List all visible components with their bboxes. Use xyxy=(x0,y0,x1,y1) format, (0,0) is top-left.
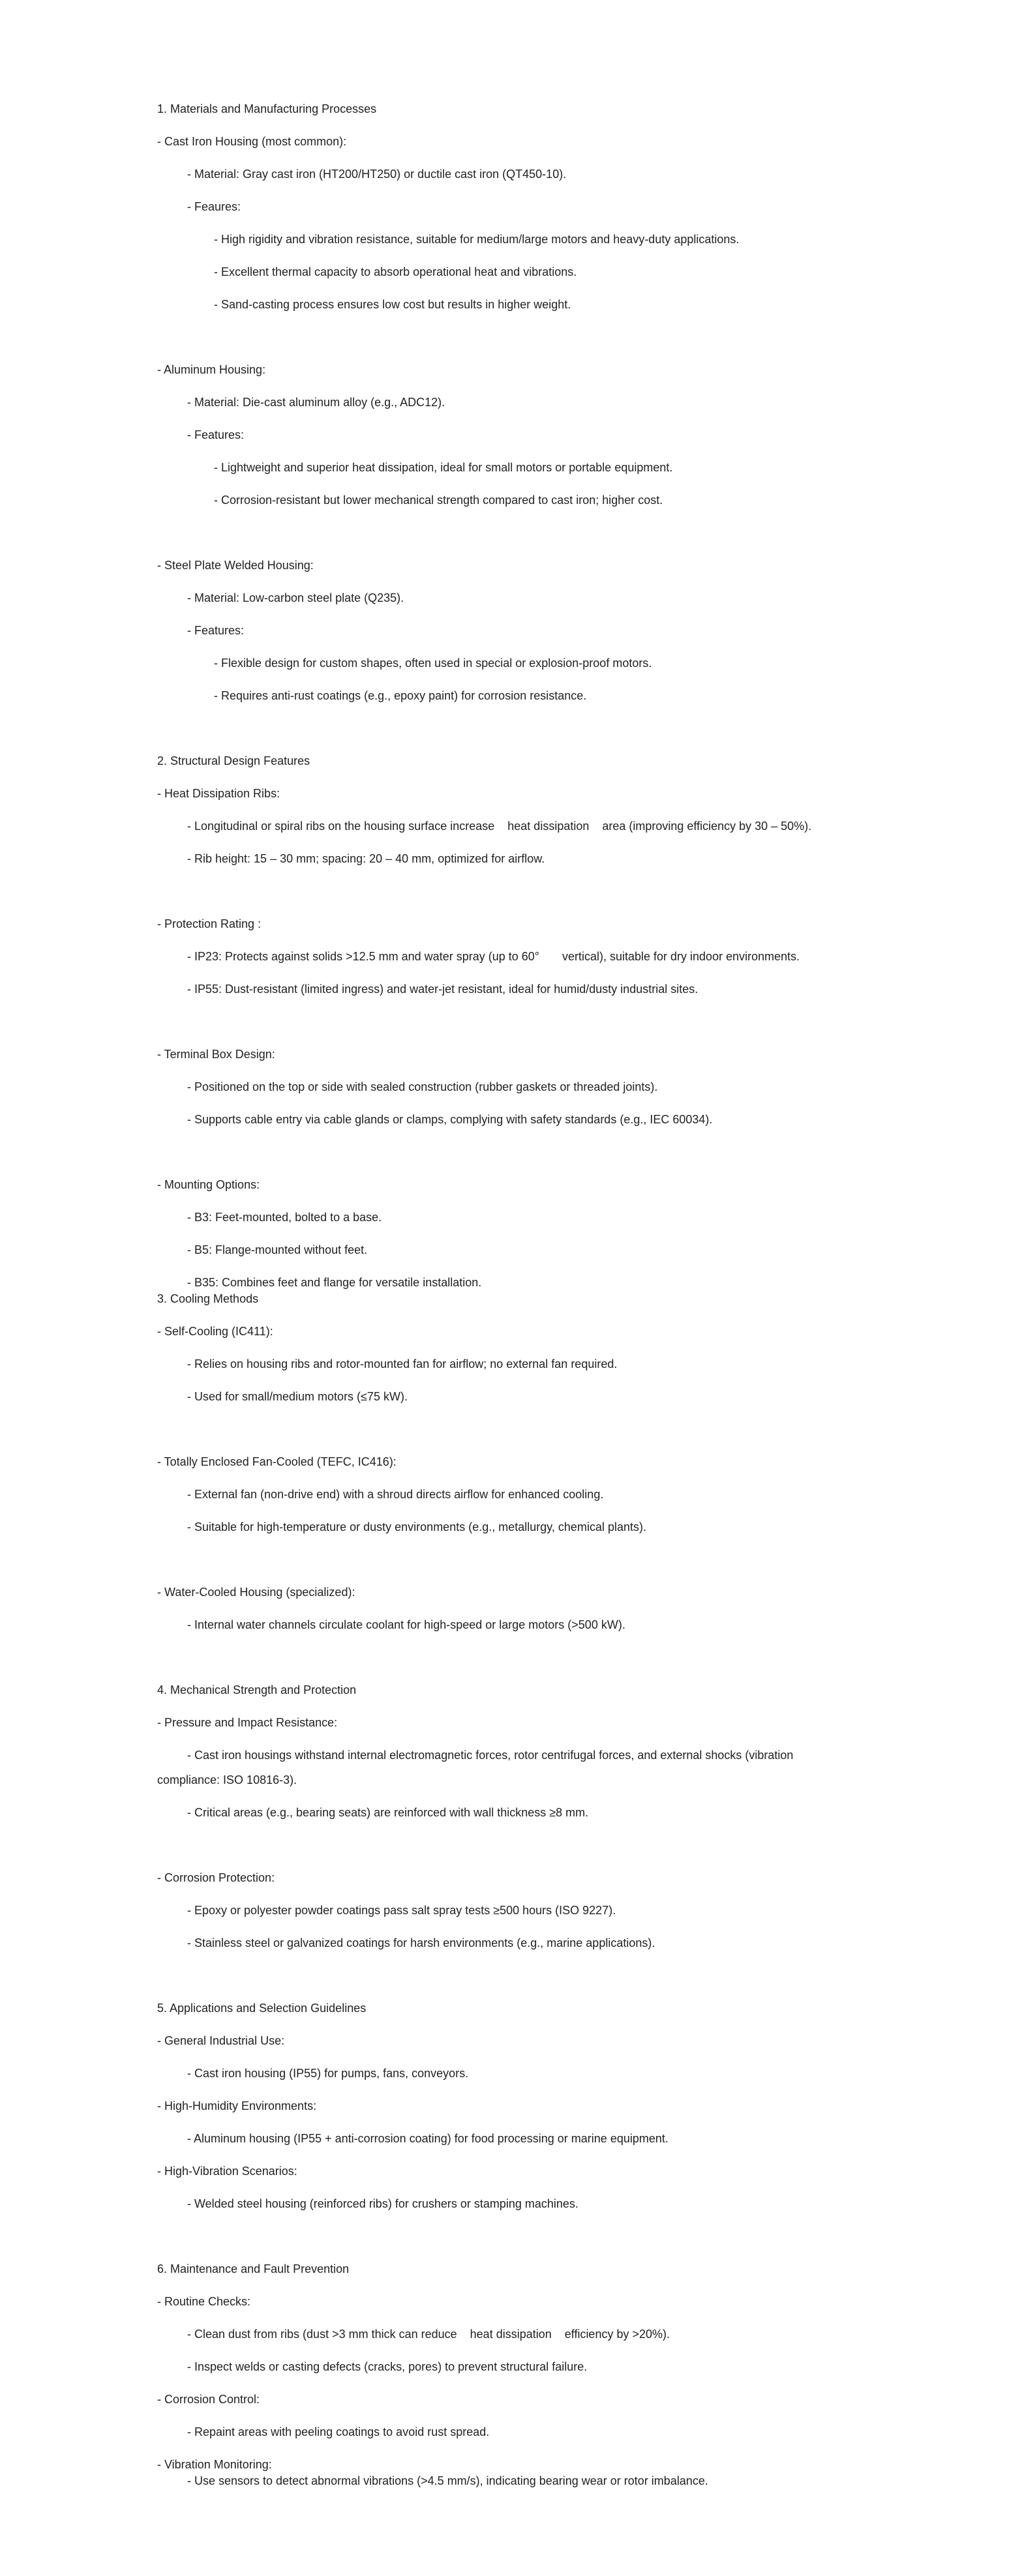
terminal-item: - Supports cable entry via cable glands or clamps, complying with safety standards (e.g., IEC 60034). xyxy=(187,1113,713,1126)
aluminum-feature-item: - Corrosion-resistant but lower mechanical strength compared to cast iron; higher cost. xyxy=(214,494,663,507)
pressure-item: - Critical areas (e.g., bearing seats) are reinforced with wall thickness ≥8 mm. xyxy=(187,1806,589,1819)
aluminum-material: - Material: Die-cast aluminum alloy (e.g., ADC12). xyxy=(187,396,445,409)
vibration-monitoring-item: - Use sensors to detect abnormal vibrations (>4.5 mm/s), indicating bearing wear or rotor imbalance. xyxy=(187,2474,708,2487)
routine-checks-heading: - Routine Checks: xyxy=(157,2295,251,2308)
steel-feature-item: - Flexible design for custom shapes, often used in special or explosion-proof motors. xyxy=(214,657,652,670)
corrosion-protection-item: - Stainless steel or galvanized coatings for harsh environments (e.g., marine applications). xyxy=(187,1936,655,1949)
cast-iron-features-label: - Feaures: xyxy=(187,200,241,213)
corrosion-control-heading: - Corrosion Control: xyxy=(157,2393,260,2406)
cast-iron-feature-item: - Sand-casting process ensures low cost but results in higher weight. xyxy=(214,298,571,311)
water-cooled-heading: - Water-Cooled Housing (specialized): xyxy=(157,1586,355,1599)
steel-features-label: - Features: xyxy=(187,624,245,637)
self-cooling-heading: - Self-Cooling (IC411): xyxy=(157,1325,273,1338)
section-title-maintenance: 6. Maintenance and Fault Prevention xyxy=(157,2262,350,2275)
cast-iron-feature-item: - Excellent thermal capacity to absorb operational heat and vibrations. xyxy=(214,265,577,278)
protection-item: - IP23: Protects against solids >12.5 mm and water spray (up to 60° vertical), suitable for dry indoor environments. xyxy=(187,950,800,963)
mounting-item: - B35: Combines feet and flange for versatile installation. xyxy=(187,1276,482,1289)
tefc-item: - Suitable for high-temperature or dusty environments (e.g., metallurgy, chemical plants). xyxy=(187,1520,646,1533)
self-cooling-item: - Relies on housing ribs and rotor-mounted fan for airflow; no external fan required. xyxy=(187,1357,618,1370)
steel-feature-item: - Requires anti-rust coatings (e.g., epoxy paint) for corrosion resistance. xyxy=(214,689,587,702)
cast-iron-feature-item: - High rigidity and vibration resistance, suitable for medium/large motors and heavy-duty applications. xyxy=(214,233,740,246)
protection-heading: - Protection Rating : xyxy=(157,917,262,930)
general-use-heading: - General Industrial Use: xyxy=(157,2034,285,2047)
pressure-item: - Cast iron housings withstand internal electromagnetic forces, rotor centrifugal forces, and external shocks (vibration xyxy=(187,1749,794,1762)
humidity-heading: - High-Humidity Environments: xyxy=(157,2099,317,2112)
mounting-item: - B3: Feet-mounted, bolted to a base. xyxy=(187,1211,382,1224)
aluminum-heading: - Aluminum Housing: xyxy=(157,363,266,376)
section-title-structural: 2. Structural Design Features xyxy=(157,754,310,767)
aluminum-features-label: - Features: xyxy=(187,428,245,441)
vibration-monitoring-heading: - Vibration Monitoring: xyxy=(157,2458,272,2471)
ribs-item: - Longitudinal or spiral ribs on the housing surface increase heat dissipation area (improving efficiency by 30 – 50%). xyxy=(187,820,812,833)
vibration-scenario-item: - Welded steel housing (reinforced ribs) for crushers or stamping machines. xyxy=(187,2197,578,2210)
tefc-heading: - Totally Enclosed Fan-Cooled (TEFC, IC416): xyxy=(157,1455,397,1468)
section-title-mechanical: 4. Mechanical Strength and Protection xyxy=(157,1683,357,1696)
self-cooling-item: - Used for small/medium motors (≤75 kW). xyxy=(187,1390,408,1403)
ribs-heading: - Heat Dissipation Ribs: xyxy=(157,787,280,800)
steel-heading: - Steel Plate Welded Housing: xyxy=(157,559,314,572)
humidity-item: - Aluminum housing (IP55 + anti-corrosion coating) for food processing or marine equipment. xyxy=(187,2132,668,2145)
ribs-item: - Rib height: 15 – 30 mm; spacing: 20 – 40 mm, optimized for airflow. xyxy=(187,852,545,865)
aluminum-feature-item: - Lightweight and superior heat dissipation, ideal for small motors or portable equipment. xyxy=(214,461,673,474)
mounting-item: - B5: Flange-mounted without feet. xyxy=(187,1243,368,1256)
pressure-item-continuation: compliance: ISO 10816-3). xyxy=(157,1773,297,1786)
protection-item: - IP55: Dust-resistant (limited ingress) and water-jet resistant, ideal for humid/dusty industrial sites. xyxy=(187,983,698,996)
steel-material: - Material: Low-carbon steel plate (Q235). xyxy=(187,591,404,604)
terminal-item: - Positioned on the top or side with sealed construction (rubber gaskets or threaded joints). xyxy=(187,1080,658,1093)
general-use-item: - Cast iron housing (IP55) for pumps, fans, conveyors. xyxy=(187,2067,469,2080)
pressure-heading: - Pressure and Impact Resistance: xyxy=(157,1716,338,1729)
section-title-cooling: 3. Cooling Methods xyxy=(157,1292,259,1305)
corrosion-protection-heading: - Corrosion Protection: xyxy=(157,1871,275,1884)
section-title-materials: 1. Materials and Manufacturing Processes xyxy=(157,102,377,115)
mounting-heading: - Mounting Options: xyxy=(157,1178,260,1191)
cast-iron-material: - Material: Gray cast iron (HT200/HT250) or ductile cast iron (QT450-10). xyxy=(187,168,567,181)
water-cooled-item: - Internal water channels circulate coolant for high-speed or large motors (>500 kW). xyxy=(187,1618,625,1631)
corrosion-protection-item: - Epoxy or polyester powder coatings pass salt spray tests ≥500 hours (ISO 9227). xyxy=(187,1904,616,1917)
tefc-item: - External fan (non-drive end) with a shroud directs airflow for enhanced cooling. xyxy=(187,1488,604,1501)
vibration-scenario-heading: - High-Vibration Scenarios: xyxy=(157,2165,297,2178)
section-title-applications: 5. Applications and Selection Guidelines xyxy=(157,2002,367,2015)
cast-iron-heading: - Cast Iron Housing (most common): xyxy=(157,135,347,148)
corrosion-control-item: - Repaint areas with peeling coatings to avoid rust spread. xyxy=(187,2425,490,2438)
routine-checks-item: - Inspect welds or casting defects (cracks, pores) to prevent structural failure. xyxy=(187,2360,588,2373)
terminal-heading: - Terminal Box Design: xyxy=(157,1048,275,1061)
routine-checks-item: - Clean dust from ribs (dust >3 mm thick can reduce heat dissipation efficiency by >20%). xyxy=(187,2328,670,2341)
